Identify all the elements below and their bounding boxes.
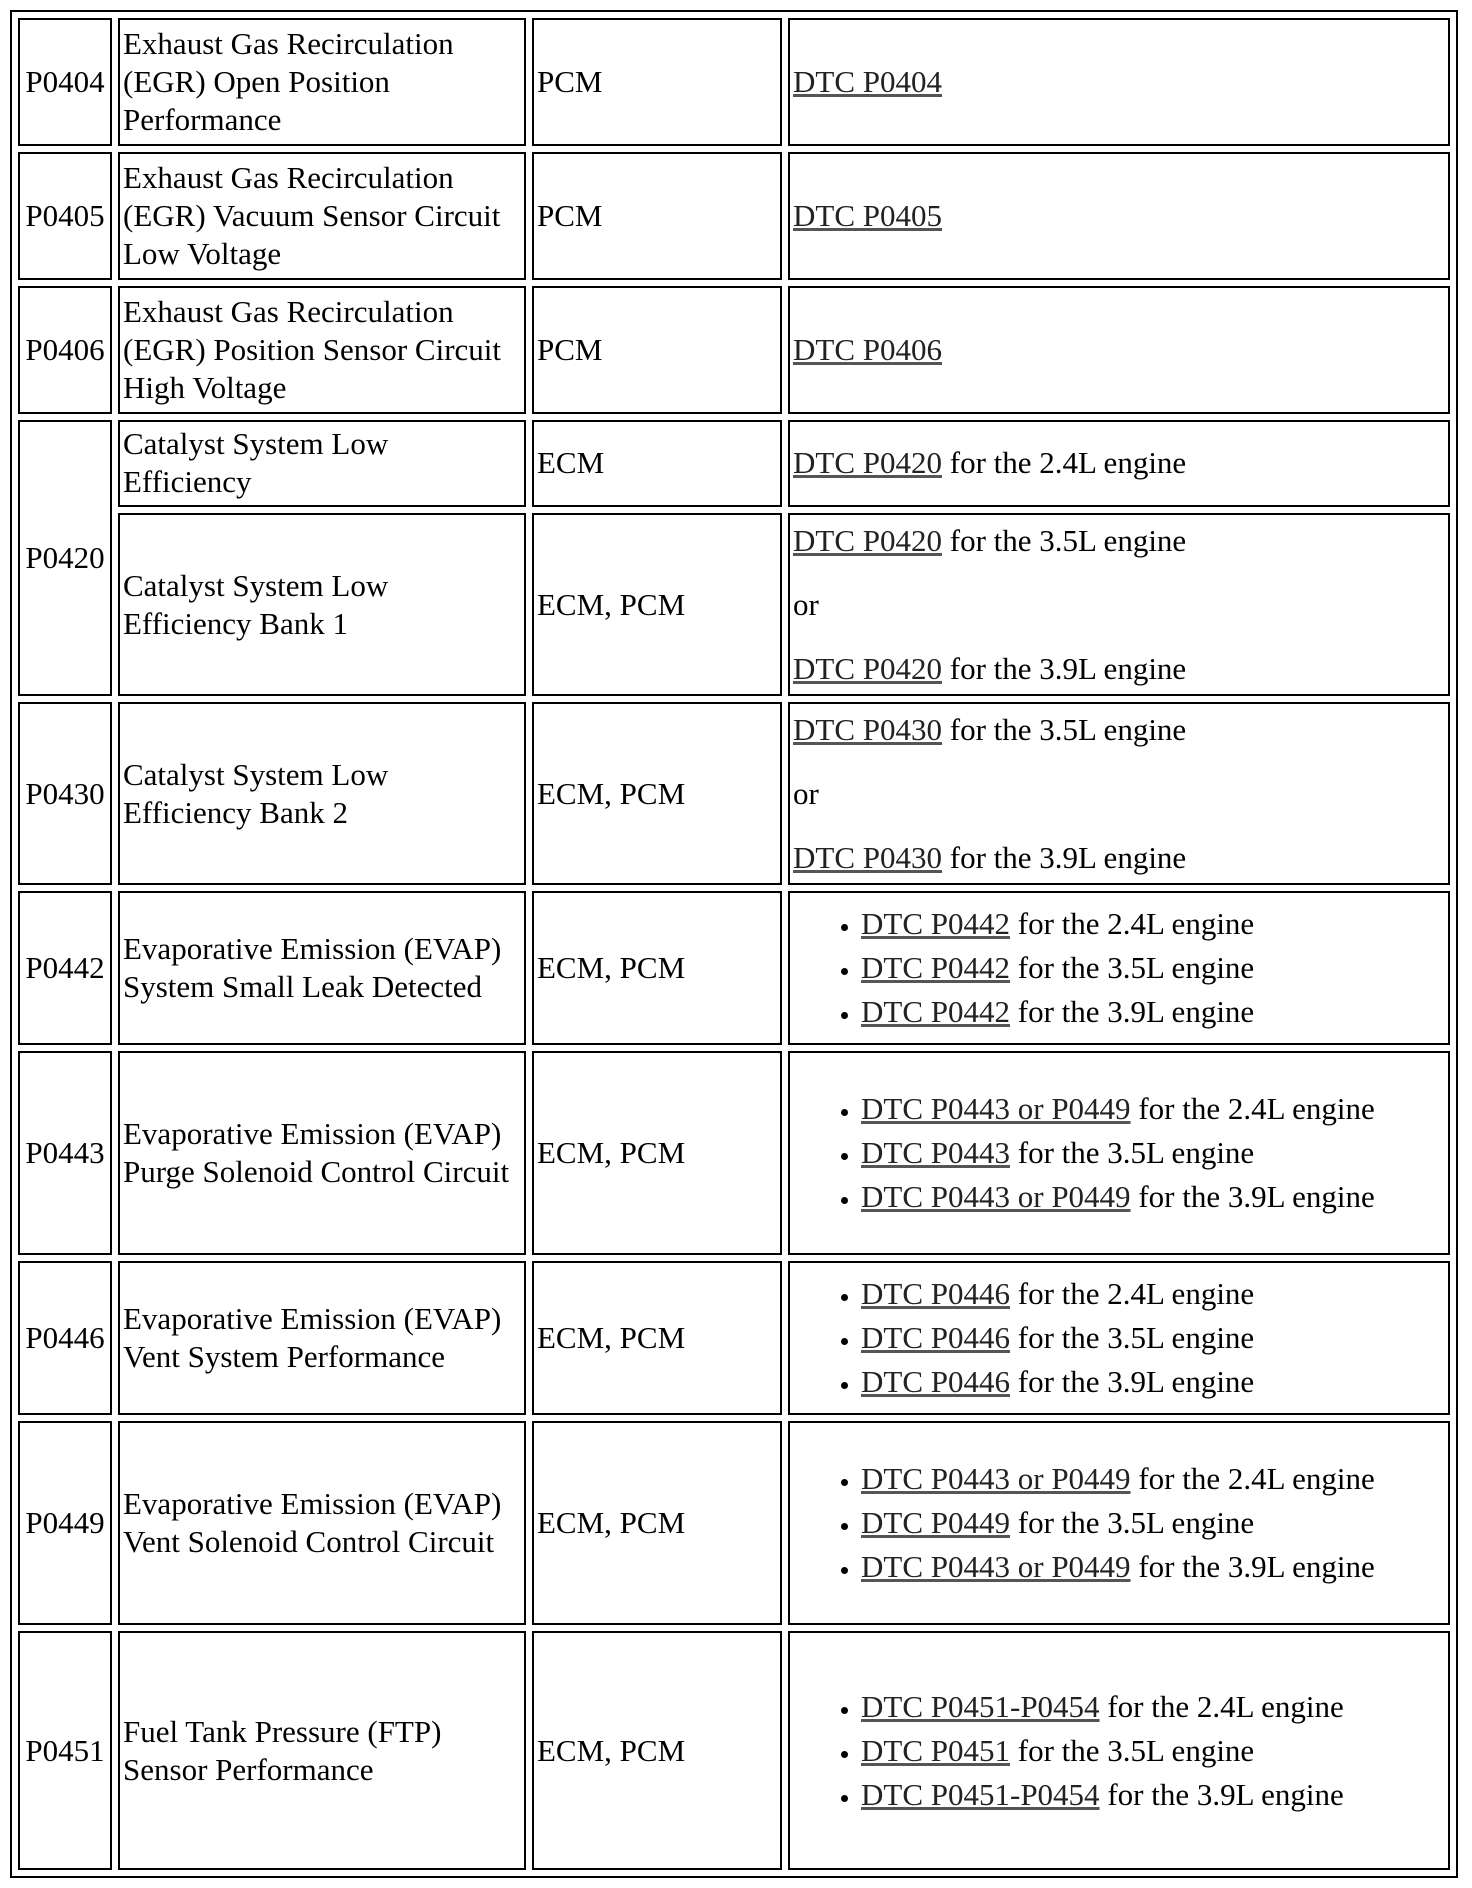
table-row <box>18 1051 1450 1256</box>
link-suffix: for the 3.5L engine <box>1010 1135 1255 1171</box>
dtc-description: Evaporative Emission (EVAP) System Small Leak Detected <box>118 891 526 1044</box>
dtc-module: ECM, PCM <box>532 513 782 696</box>
dtc-link[interactable]: DTC P0451 <box>861 1732 1010 1768</box>
list-item <box>861 1776 1445 1814</box>
dtc-reference <box>788 286 1450 414</box>
dtc-module: ECM, PCM <box>532 891 782 1044</box>
list-item <box>861 1090 1445 1128</box>
link-suffix: for the 2.4L engine <box>942 445 1187 481</box>
dtc-module: ECM <box>532 420 782 507</box>
or-text: or <box>793 775 819 811</box>
dtc-code: P0405 <box>18 152 112 280</box>
dtc-module: ECM, PCM <box>532 1261 782 1414</box>
dtc-link[interactable]: DTC P0442 <box>861 994 1010 1030</box>
list-item <box>861 993 1445 1031</box>
dtc-link[interactable]: DTC P0405 <box>793 197 942 233</box>
dtc-code: P0430 <box>18 702 112 885</box>
table-row <box>18 1631 1450 1870</box>
reference-line <box>793 839 1445 877</box>
table-row <box>18 702 1450 885</box>
dtc-link[interactable]: DTC P0449 <box>861 1504 1010 1540</box>
dtc-link[interactable]: DTC P0442 <box>861 906 1010 942</box>
dtc-description: Catalyst System Low Efficiency <box>118 420 526 507</box>
link-suffix: for the 3.9L engine <box>1010 994 1255 1030</box>
dtc-description: Exhaust Gas Recirculation (EGR) Open Position Performance <box>118 18 526 146</box>
list-item <box>861 1319 1445 1357</box>
table-row <box>18 18 1450 146</box>
dtc-reference <box>788 1631 1450 1870</box>
link-suffix: for the 3.5L engine <box>1010 1504 1255 1540</box>
dtc-code: P0443 <box>18 1051 112 1256</box>
dtc-code: P0449 <box>18 1421 112 1626</box>
link-suffix: for the 3.9L engine <box>942 839 1187 875</box>
dtc-link[interactable]: DTC P0430 <box>793 839 942 875</box>
list-item <box>861 1460 1445 1498</box>
link-suffix: for the 2.4L engine <box>1130 1460 1375 1496</box>
dtc-link[interactable]: DTC P0451-P0454 <box>861 1776 1100 1812</box>
link-suffix: for the 3.9L engine <box>1010 1364 1255 1400</box>
dtc-reference <box>788 18 1450 146</box>
dtc-link[interactable]: DTC P0404 <box>793 63 942 99</box>
link-suffix: for the 2.4L engine <box>1010 906 1255 942</box>
list-item <box>861 949 1445 987</box>
link-suffix: for the 3.5L engine <box>1010 950 1255 986</box>
dtc-code: P0442 <box>18 891 112 1044</box>
dtc-table <box>10 10 1458 1878</box>
dtc-module: ECM, PCM <box>532 1051 782 1256</box>
dtc-module: ECM, PCM <box>532 1421 782 1626</box>
dtc-link[interactable]: DTC P0430 <box>793 711 942 747</box>
dtc-link[interactable]: DTC P0420 <box>793 522 942 558</box>
dtc-link[interactable]: DTC P0443 <box>861 1135 1010 1171</box>
list-item <box>861 1134 1445 1172</box>
reference-list <box>793 1460 1445 1586</box>
link-suffix: for the 3.9L engine <box>1130 1179 1375 1215</box>
dtc-description: Catalyst System Low Efficiency Bank 2 <box>118 702 526 885</box>
dtc-code: P0404 <box>18 18 112 146</box>
reference-list <box>793 905 1445 1031</box>
dtc-description: Fuel Tank Pressure (FTP) Sensor Performance <box>118 1631 526 1870</box>
list-item <box>861 1688 1445 1726</box>
dtc-link[interactable]: DTC P0443 or P0449 <box>861 1548 1131 1584</box>
dtc-link[interactable]: DTC P0446 <box>861 1364 1010 1400</box>
dtc-reference <box>788 1051 1450 1256</box>
dtc-reference <box>788 513 1450 696</box>
dtc-description: Evaporative Emission (EVAP) Vent Solenoid Control Circuit <box>118 1421 526 1626</box>
dtc-link[interactable]: DTC P0420 <box>793 445 942 481</box>
link-suffix: for the 3.9L engine <box>1099 1776 1344 1812</box>
reference-list <box>793 1275 1445 1401</box>
dtc-description: Exhaust Gas Recirculation (EGR) Vacuum Sensor Circuit Low Voltage <box>118 152 526 280</box>
dtc-reference <box>788 891 1450 1044</box>
table-row <box>18 513 1450 696</box>
list-item <box>861 1178 1445 1216</box>
dtc-module: PCM <box>532 286 782 414</box>
reference-line <box>793 711 1445 749</box>
dtc-code: P0451 <box>18 1631 112 1870</box>
link-suffix: for the 3.5L engine <box>1010 1320 1255 1356</box>
dtc-description: Evaporative Emission (EVAP) Purge Solenoid Control Circuit <box>118 1051 526 1256</box>
list-item <box>861 905 1445 943</box>
reference-list <box>793 1090 1445 1216</box>
link-suffix: for the 3.5L engine <box>1010 1732 1255 1768</box>
link-suffix: for the 2.4L engine <box>1099 1688 1344 1724</box>
dtc-code: P0446 <box>18 1261 112 1414</box>
list-item <box>861 1363 1445 1401</box>
reference-line <box>793 522 1445 560</box>
link-suffix: for the 2.4L engine <box>1010 1276 1255 1312</box>
dtc-reference <box>788 152 1450 280</box>
reference-list <box>793 1688 1445 1814</box>
list-item <box>861 1732 1445 1770</box>
table-row <box>18 152 1450 280</box>
link-suffix: for the 2.4L engine <box>1130 1091 1375 1127</box>
dtc-link[interactable]: DTC P0443 or P0449 <box>861 1460 1131 1496</box>
dtc-module: PCM <box>532 18 782 146</box>
table-row <box>18 891 1450 1044</box>
list-item <box>861 1504 1445 1542</box>
dtc-description: Catalyst System Low Efficiency Bank 1 <box>118 513 526 696</box>
dtc-code: P0406 <box>18 286 112 414</box>
dtc-module: ECM, PCM <box>532 702 782 885</box>
dtc-code: P0420 <box>18 420 112 697</box>
list-item <box>861 1275 1445 1313</box>
dtc-reference <box>788 1261 1450 1414</box>
link-suffix: for the 3.9L engine <box>1130 1548 1375 1584</box>
link-suffix: for the 3.5L engine <box>942 711 1187 747</box>
table-row <box>18 1261 1450 1414</box>
dtc-module: PCM <box>532 152 782 280</box>
dtc-link[interactable]: DTC P0446 <box>861 1276 1010 1312</box>
table-row <box>18 1421 1450 1626</box>
dtc-link[interactable]: DTC P0443 or P0449 <box>861 1091 1131 1127</box>
link-suffix: for the 3.5L engine <box>942 522 1187 558</box>
dtc-description: Exhaust Gas Recirculation (EGR) Position Sensor Circuit High Voltage <box>118 286 526 414</box>
dtc-reference <box>788 702 1450 885</box>
reference-line <box>793 650 1445 688</box>
dtc-link[interactable]: DTC P0451-P0454 <box>861 1688 1100 1724</box>
dtc-link[interactable]: DTC P0446 <box>861 1320 1010 1356</box>
dtc-link[interactable]: DTC P0406 <box>793 331 942 367</box>
dtc-description: Evaporative Emission (EVAP) Vent System Performance <box>118 1261 526 1414</box>
dtc-link[interactable]: DTC P0443 or P0449 <box>861 1179 1131 1215</box>
or-text: or <box>793 586 819 622</box>
list-item <box>861 1548 1445 1586</box>
link-suffix: for the 3.9L engine <box>942 650 1187 686</box>
table-row <box>18 420 1450 507</box>
dtc-module: ECM, PCM <box>532 1631 782 1870</box>
dtc-reference <box>788 1421 1450 1626</box>
dtc-link[interactable]: DTC P0420 <box>793 650 942 686</box>
dtc-link[interactable]: DTC P0442 <box>861 950 1010 986</box>
dtc-reference <box>788 420 1450 507</box>
table-row <box>18 286 1450 414</box>
